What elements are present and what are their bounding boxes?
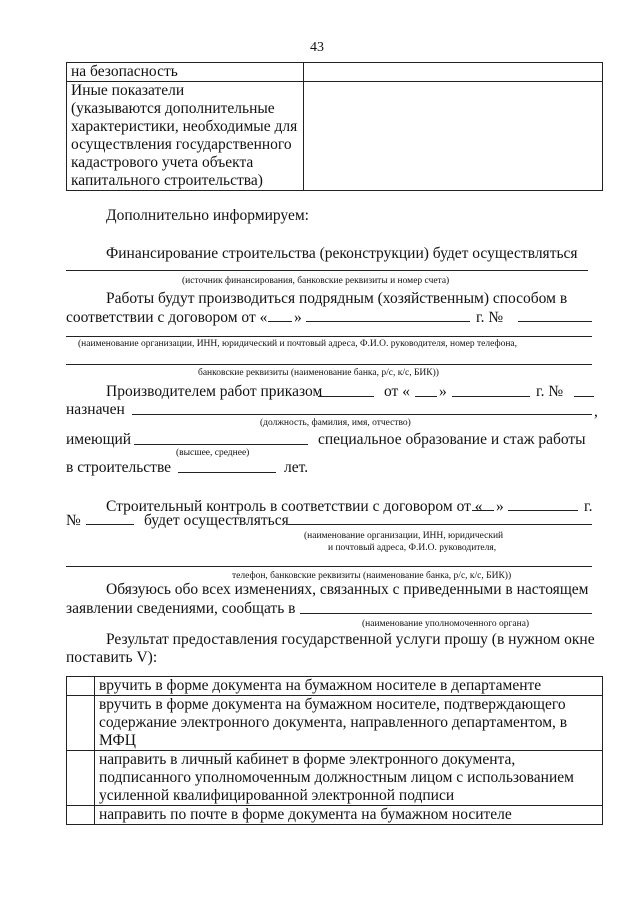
order-number-field[interactable] — [574, 396, 594, 397]
org-caption1: (наименование организации, ИНН, юридический и почтовый адреса, Ф.И.О. руководителя, номер телефона, — [78, 339, 518, 349]
appointed-field[interactable] — [132, 414, 592, 415]
option-label: вручить в форме документа на бумажном носителе в департаменте — [94, 677, 602, 696]
having-label: имеющий — [66, 431, 132, 448]
table-row — [67, 696, 603, 751]
control-will: будет осуществляться — [144, 512, 289, 529]
producer-d: г. № — [536, 383, 564, 400]
order-day-field[interactable] — [415, 396, 437, 397]
result-line1: Результат предоставления государственной услуги прошу (в нужном окне — [106, 631, 595, 648]
option-checkbox[interactable] — [67, 806, 95, 825]
organization-field[interactable] — [66, 336, 592, 337]
document-page: 43 на безопасность Иные показатели (указываются дополнительные характеристики, необходимые для осуществления государственного кадастрового учета объекта капитального строительства) Дополнительно информируем: Финансирование строительства (реконструкции) будет осуществляться (источник финансирования, банковские реквизиты и номер счета) Работы будут производиться подрядным (хозяйственным) способом в соответствии с договором от « » г. № (наименование организации, ИНН, юридический и почтовый адреса, Ф.И.О. руководителя, номер телефона, банковские реквизиты (наименование банка, р/с, к/с, БИК)) Производителем работ приказом от « » г. № назначен , (должность, фамилия, имя, отчество) имеющий специальное образование и стаж работы (высшее, среднее) в строительстве лет. Строительный контроль в соответствии с договором от « » г. № будет осуществляться (наименование организации, ИНН, юридический и почтовый адреса, Ф.И.О. руководителя, телефон, банковские реквизиты (наименование банка, р/с, к/с, БИК)) Обязуюсь обо всех изменениях, связанных с приведенными в настоящем заявлении сведениями, сообщать в (наименование уполномоченного органа) Результат предоставления государственной услуги прошу (в нужном окне поставить V): вручить в форме документа на бумажном носителе в департаменте вручить в форме документа на бумажном носителе, подтверждающего содержание электронного документа, направленного департаментом, в МФЦ направить в личный кабинет в форме электронного документа, подписанного уполномоченным должностным лицом с использованием усиленной квалифицированной электронной подписи направить по почте в форме документа на бумажном носителе — [0, 0, 640, 905]
table-row — [67, 806, 603, 825]
control-caption3: телефон, банковские реквизиты (наименование банка, р/с, к/с, БИК)) — [232, 571, 512, 581]
control-org-field[interactable] — [288, 524, 592, 525]
table-row — [67, 82, 603, 191]
producer-b: от « — [384, 383, 410, 400]
contract-day-field[interactable] — [268, 321, 292, 322]
producer-a: Производителем работ приказом — [106, 383, 323, 400]
obligation-line2: заявлении сведениями, сообщать в — [66, 600, 296, 617]
table-row — [67, 677, 603, 696]
option-checkbox[interactable] — [67, 696, 95, 751]
authority-field[interactable] — [300, 613, 592, 614]
education-caption: (высшее, среднее) — [176, 448, 250, 458]
contract-month-field[interactable] — [306, 321, 470, 322]
contract-number-field[interactable] — [518, 321, 592, 322]
table-row — [67, 63, 603, 82]
indicator-value[interactable] — [303, 63, 602, 82]
option-label: вручить в форме документа на бумажном носителе, подтверждающего содержание электронного документа, направленного департаментом, в МФЦ — [94, 696, 602, 751]
indicator-value[interactable] — [303, 82, 602, 191]
control-caption2: и почтовый адреса, Ф.И.О. руководителя, — [328, 543, 497, 553]
position-caption: (должность, фамилия, имя, отчество) — [260, 418, 411, 428]
control-month-field[interactable] — [508, 510, 578, 511]
works-line1: Работы будут производиться подрядным (хозяйственным) способом в — [106, 290, 568, 307]
control-b: » — [496, 498, 504, 515]
control-caption1: (наименование организации, ИНН, юридический — [304, 531, 504, 541]
control-a: Строительный контроль в соответствии с договором от « — [106, 498, 483, 515]
page-number: 43 — [310, 40, 324, 55]
option-label: направить в личный кабинет в форме электронного документа, подписанного уполномоченным должностным лицом с использованием усиленной квалифицированной электронной подписи — [94, 751, 602, 806]
indicator-label: Иные показатели (указываются дополнительные характеристики, необходимые для осуществления государственного кадастрового учета объекта капитального строительства) — [67, 82, 304, 191]
control-day-field[interactable] — [472, 510, 494, 511]
control-org-field-2[interactable] — [66, 566, 592, 567]
obligation-line1: Обязуюсь обо всех изменениях, связанных с приведенными в настоящем — [106, 581, 589, 598]
indicators-table — [66, 62, 603, 191]
control-number-field[interactable] — [86, 524, 134, 525]
education-field[interactable] — [134, 444, 308, 445]
indicator-label: на безопасность — [67, 63, 304, 82]
option-checkbox[interactable] — [67, 677, 95, 696]
org-caption2: банковские реквизиты (наименование банка, р/с, к/с, БИК)) — [198, 368, 439, 378]
control-c: г. — [584, 498, 593, 515]
order-field[interactable] — [318, 396, 374, 397]
works-line2-c: г. № — [476, 309, 504, 326]
result-line2: поставить V): — [66, 649, 158, 666]
special-education: специальное образование и стаж работы — [318, 431, 586, 448]
experience-field[interactable] — [178, 472, 276, 473]
years-label: лет. — [284, 459, 309, 476]
works-line2-b: » — [294, 309, 302, 326]
appointed-label: назначен — [66, 401, 125, 418]
control-no: № — [66, 512, 81, 529]
financing-text: Финансирование строительства (реконструкции) будет осуществляться — [106, 245, 578, 262]
order-month-field[interactable] — [452, 396, 530, 397]
option-label: направить по почте в форме документа на бумажном носителе — [94, 806, 602, 825]
financing-caption: (источник финансирования, банковские реквизиты и номер счета) — [182, 276, 450, 286]
option-checkbox[interactable] — [67, 751, 95, 806]
authority-caption: (наименование уполномоченного органа) — [362, 619, 530, 629]
producer-c: » — [439, 383, 447, 400]
table-row — [67, 751, 603, 806]
works-line2-a: соответствии с договором от « — [66, 309, 268, 326]
in-construction: в строительстве — [66, 459, 172, 476]
financing-field[interactable] — [66, 270, 588, 271]
delivery-options-table — [66, 676, 603, 825]
additional-info: Дополнительно информируем: — [106, 207, 309, 224]
organization-field-2[interactable] — [66, 364, 592, 365]
